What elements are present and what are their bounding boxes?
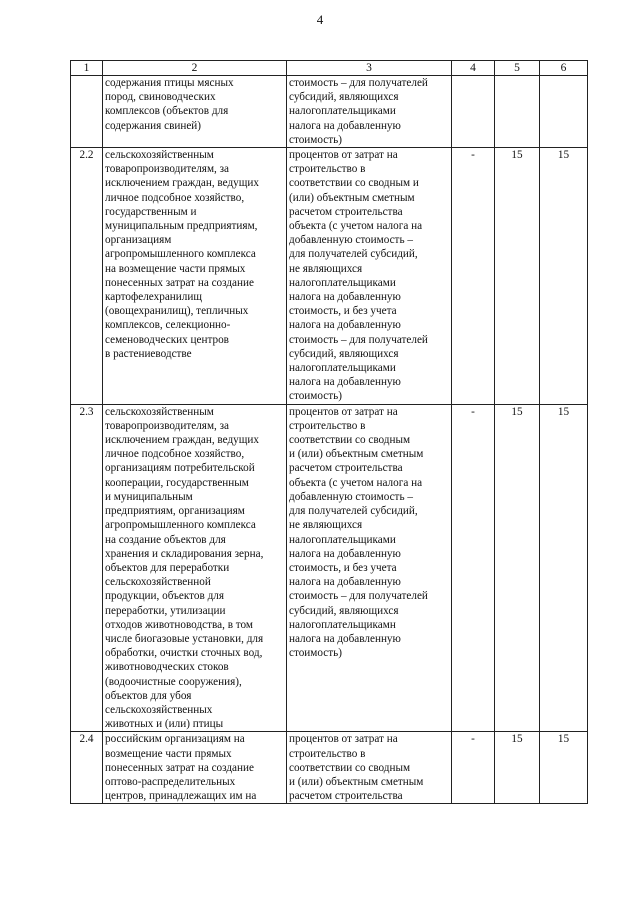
recipients-line: товаропроизводителям, за — [105, 419, 230, 432]
rate-basis-line: стоимость – для получателей — [289, 77, 428, 89]
value-cell-4: - — [452, 148, 495, 405]
rate-basis-line: добавленную стоимость – — [289, 490, 413, 503]
recipients-line: государственным и — [105, 205, 197, 218]
recipients-line: организациям потребительской — [105, 462, 255, 475]
recipients-line: возмещение части прямых — [105, 747, 232, 760]
rate-basis-line: соответствии со сводным и — [289, 177, 419, 190]
rate-basis-line: не являющихся — [289, 519, 363, 532]
recipients-line: на создание объектов для — [105, 533, 226, 546]
rate-basis-line: объекта (с учетом налога на — [289, 220, 423, 233]
rate-basis-line: и (или) объектным сметным — [289, 448, 424, 461]
recipients-line: на возмещение части прямых — [105, 262, 246, 275]
recipients-line: содержания птицы мясных — [105, 77, 234, 89]
rate-basis-line: налога на добавленную — [289, 376, 401, 389]
recipients-line: продукции, объектов для — [105, 590, 225, 603]
rate-basis-line: (или) объектным сметным — [289, 191, 415, 204]
rate-basis-line: налога на добавленную — [289, 576, 401, 589]
rate-basis-line: не являющихся — [289, 262, 363, 275]
rate-basis-line: налога на добавленную — [289, 119, 401, 132]
recipients-line: сельскохозяйственным — [105, 149, 214, 162]
value-cell-6: 15 — [540, 404, 588, 732]
column-header-6: 6 — [540, 61, 588, 76]
value-cell-6: 15 — [540, 148, 588, 405]
column-header-3: 3 — [287, 61, 452, 76]
rate-basis-cell — [287, 76, 452, 148]
rate-basis-line: расчетом строительства — [289, 205, 403, 218]
recipients-cell — [103, 148, 287, 405]
rate-basis-line: соответствии со сводным — [289, 761, 411, 774]
recipients-line: личное подсобное хозяйство, — [105, 448, 245, 461]
rate-basis-line: процентов от затрат на — [289, 405, 398, 418]
rate-basis-line: налогоплательщиками — [289, 105, 396, 118]
recipients-line: числе биогазовые установки, для — [105, 632, 264, 645]
table-row — [71, 148, 588, 405]
recipients-line: кооперации, государственным — [105, 476, 249, 489]
value-cell-4: - — [452, 404, 495, 732]
value-cell-5 — [495, 76, 540, 148]
recipients-line: животных и (или) птицы — [105, 718, 224, 731]
page-number: 4 — [316, 12, 324, 27]
row-number: 2.4 — [71, 732, 103, 804]
rate-basis-line: налога на добавленную — [289, 632, 401, 645]
rate-basis-line: субсидий, являющихся — [289, 91, 399, 104]
recipients-line: агропромышленного комплекса — [105, 519, 256, 532]
recipients-line: центров, принадлежащих им на — [105, 790, 257, 803]
recipients-line: объектов для убоя — [105, 689, 192, 702]
recipients-line: переработки, утилизации — [105, 604, 226, 617]
recipients-line: хранения и складирования зерна, — [105, 547, 264, 560]
column-header-1: 1 — [71, 61, 103, 76]
rate-basis-cell — [287, 732, 452, 804]
recipients-cell — [103, 732, 287, 804]
recipients-cell — [103, 404, 287, 732]
value-cell-4 — [452, 76, 495, 148]
recipients-line: содержания свиней) — [105, 119, 202, 132]
rate-basis-line: процентов от затрат на — [289, 149, 398, 162]
recipients-line: исключением граждан, ведущих — [105, 177, 259, 190]
recipients-line: понесенных затрат на создание — [105, 761, 254, 774]
row-number: 2.2 — [71, 148, 103, 405]
rate-basis-line: расчетом строительства — [289, 462, 403, 475]
value-cell-6: 15 — [540, 732, 588, 804]
rate-basis-line: налогоплательщиками — [289, 533, 396, 546]
rate-basis-line: строительство в — [289, 747, 366, 760]
rate-basis-line: налогоплательщиками — [289, 276, 396, 289]
table-row — [71, 404, 588, 732]
rate-basis-line: стоимость, и без учета — [289, 561, 397, 574]
rate-basis-line: стоимость) — [289, 390, 342, 403]
recipients-line: оптово-распределительных — [105, 775, 236, 788]
recipients-line: обработки, очистки сточных вод, — [105, 647, 263, 660]
value-cell-5: 15 — [495, 404, 540, 732]
recipients-line: сельскохозяйственных — [105, 703, 213, 716]
recipients-line: товаропроизводителям, за — [105, 163, 230, 176]
recipients-line: предприятиям, организациям — [105, 505, 245, 518]
rate-basis-line: строительство в — [289, 163, 366, 176]
rate-basis-line: стоимость) — [289, 133, 342, 146]
recipients-line: животноводческих стоков — [105, 661, 229, 674]
column-header-4: 4 — [452, 61, 495, 76]
table-row — [71, 76, 588, 148]
recipients-line: отходов животноводства, в том — [105, 618, 253, 631]
recipients-line: российским организациям на — [105, 733, 245, 746]
table-header-row — [71, 61, 588, 76]
recipients-line: в растениеводстве — [105, 347, 192, 360]
recipients-line: комплексов (объектов для — [105, 105, 229, 118]
rate-basis-line: и (или) объектным сметным — [289, 775, 424, 788]
table-row — [71, 732, 588, 804]
rate-basis-line: строительство в — [289, 419, 366, 432]
recipients-line: комплексов, селекционно- — [105, 319, 231, 332]
rate-basis-line: субсидий, являющихся — [289, 347, 399, 360]
rate-basis-cell — [287, 148, 452, 405]
rate-basis-cell — [287, 404, 452, 732]
table-body — [71, 76, 588, 804]
recipients-line: агропромышленного комплекса — [105, 248, 256, 261]
rate-basis-line: объекта (с учетом налога на — [289, 476, 423, 489]
recipients-cell — [103, 76, 287, 148]
recipients-line: сельскохозяйственной — [105, 576, 211, 589]
rate-basis-line: субсидий, являющихся — [289, 604, 399, 617]
recipients-line: исключением граждан, ведущих — [105, 434, 259, 447]
rate-basis-line: налога на добавленную — [289, 547, 401, 560]
column-header-5: 5 — [495, 61, 540, 76]
rate-basis-line: добавленную стоимость – — [289, 234, 413, 247]
value-cell-4: - — [452, 732, 495, 804]
recipients-line: сельскохозяйственным — [105, 405, 214, 418]
value-cell-5: 15 — [495, 148, 540, 405]
recipients-line: личное подсобное хозяйство, — [105, 191, 245, 204]
recipients-line: объектов для переработки — [105, 561, 230, 574]
rate-basis-line: для получателей субсидий, — [289, 248, 418, 261]
recipients-line: картофелехранилищ — [105, 291, 202, 304]
column-header-2: 2 — [103, 61, 287, 76]
recipients-line: понесенных затрат на создание — [105, 276, 254, 289]
row-number — [71, 76, 103, 148]
recipients-line: организациям — [105, 234, 172, 247]
rate-basis-line: расчетом строительства — [289, 790, 403, 803]
recipients-line: (овощехранилищ), тепличных — [105, 305, 249, 318]
value-cell-5: 15 — [495, 732, 540, 804]
recipients-line: муниципальным предприятиям, — [105, 220, 258, 233]
row-number: 2.3 — [71, 404, 103, 732]
rate-basis-line: стоимость) — [289, 647, 342, 660]
recipients-line: (водоочистные сооружения), — [105, 675, 242, 688]
rate-basis-line: стоимость – для получателей — [289, 590, 428, 603]
rate-basis-line: процентов от затрат на — [289, 733, 398, 746]
rate-basis-line: налога на добавленную — [289, 291, 401, 304]
rate-basis-line: налогоплательщикамн — [289, 618, 396, 631]
rate-basis-line: соответствии со сводным — [289, 434, 411, 447]
rate-basis-line: для получателей субсидий, — [289, 505, 418, 518]
rate-basis-line: налогоплательщиками — [289, 362, 396, 375]
rate-basis-line: налога на добавленную — [289, 319, 401, 332]
recipients-line: и муниципальным — [105, 490, 193, 503]
recipients-line: семеноводческих центров — [105, 333, 229, 346]
subsidy-rates-table — [70, 60, 588, 804]
rate-basis-line: стоимость, и без учета — [289, 305, 397, 318]
recipients-line: пород, свиноводческих — [105, 91, 216, 104]
value-cell-6 — [540, 76, 588, 148]
rate-basis-line: стоимость – для получателей — [289, 333, 428, 346]
